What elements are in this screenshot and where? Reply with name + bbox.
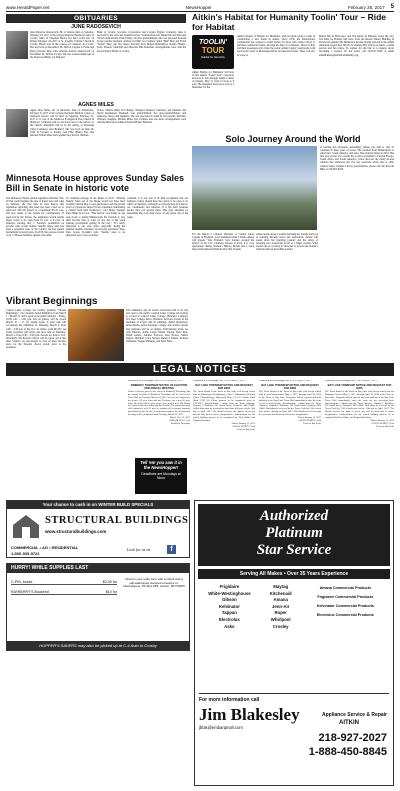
- brand-item: Electrolux: [219, 616, 240, 622]
- brand-item: Jenn-Air: [271, 603, 290, 609]
- order-item-1: C-PIN, books: [11, 580, 33, 584]
- legal-notices-banner: LEGAL NOTICES: [6, 363, 394, 376]
- vibrant-photo: [68, 309, 124, 361]
- obit-text-miles-1: Agnes Mae Miles, 92, of McGrath, died on Wednesday, February 8, 2017 at the Cuyuna Regional Medical Center. A memorial service will be held on Saturday, February 25, 2017 at 11 a.m. at the Mahtowa Evangelical Free Church in Mahtowa. Visitation will be one hour prior to the service, at the church. Interment will be in the spring, at Riverside Union Cemetery, near Brainerd. She was born on June 28, 1930 in Swatara to Stanley and Effie (Batty) Nix. She married Wilbur Miles and together they had six children.: [30, 109, 94, 137]
- habitat-text-1: Aitkin Habitat for Humanity will host its first annual "Toolin' Tour", a six-hour motorcycle ride through Aitkin County on Sunday, May 21 from 12 noon to 6 p.m. The inaugural motorcycle tour is a fundraiser for the: [192, 71, 234, 90]
- brand-item: Maytag: [273, 584, 289, 589]
- structural-buildings-ad: [6, 500, 190, 558]
- supplies-note: Send in your order form with a check and a self-addressed stamped envelope to: NewsHopper, PO Box 582, Ironton, MN 56455: [123, 578, 185, 589]
- notice-sig-name: CAROL PUNDT, Clerk: [298, 418, 321, 422]
- platinum-phone-2: 1-888-450-8845: [308, 746, 387, 758]
- notice-body: The Town Board of the Town of Bay Lake will accept sealed bids for Dumpster Service May 1, 2017, through April 30, 2018 in the Town of Bay Lake. Proposals will be opened and read publicly at the Bay Lake Town Hall immediately after the hour set for receiving bids. Specifications - obtain from the Town Attorney, Virginia J. Knudson, 303 South Street, Brainerd, MN 56401. Bids must be received by the Town Clerk by 7:00 o'clock p.m. on the 11th day of April, 2017. The Board reserves the right to reject any and all bids and to waive irregularities. Authorization for the sealed bidding process to be completed by Don Wabie and Virginia Knudson.: [325, 389, 394, 420]
- barn-icon: [11, 513, 41, 539]
- obit-name-miles: AGNES MILES: [78, 102, 114, 108]
- structural-phone: 1-800-535-9722: [11, 551, 40, 556]
- platinum-serving: Serving All Makes • Over 35 Years Experience: [198, 569, 390, 579]
- solo-journey-headline: Solo Journey Around the World: [225, 134, 361, 144]
- structural-look: Look for us on: [127, 547, 151, 552]
- brand-item: Asko: [224, 623, 235, 629]
- brand-columns: [195, 579, 393, 630]
- structural-name: STRUCTURAL BUILDINGS: [45, 515, 189, 526]
- logo-sub: Habitat for Humanity: [201, 56, 225, 59]
- brand-item: Frigidaire Commercial Products: [317, 595, 374, 599]
- brand-item: Roper: [274, 610, 287, 616]
- habitat-text-3: Mark's Bar in McGregor, and The Rustic in Palisade, along the way. The Ride for Habitat will leave from the historic Butler Building in Downtown Aitkin (301 Minnesota Avenue North) and end at the Aitkin American Legion Post 86 (20 1st Avenue NE) with food, music, a silent auction and fun prizes. To register for the ride or to inquire about becoming a sponsor for the event, call 218-927-5626 or email aitkinhabitat@habitatforhumanity.org.: [319, 35, 394, 57]
- sunday-sales-text-3: weekend. It is one win to fit Paul recognition that our business owners should have the option to be open or do what's on Sundays, a lifestyle we already have provided to our constituents and wineries. If it fits their business model, they can operate there. This state shouldn't be mandating they lock their doors on any given day of the week.: [127, 197, 188, 219]
- brand-col-3: [302, 584, 389, 630]
- solo-journey-photo: [192, 146, 317, 230]
- platinum-phone-1: 218-927-2027: [318, 732, 387, 744]
- header-paper: NewsHopper: [185, 4, 212, 10]
- brand-col-2: [260, 584, 302, 630]
- toolin-tour-logo: [192, 35, 234, 69]
- notice-sig-date: Dated: January 13, 2017: [297, 416, 321, 420]
- solo-text-2: For the March 2 Cultural Thursday at Central Lakes College in Brainerd, local businesswoman Claudia Allene will present "One Woman's Solo Journey Around the World" in the CLC Chalberg Theater at noon. It is very appropriate during Women's History Month and a week before International Women's Day that Claudia: [192, 233, 254, 252]
- brand-item: Kelvinator Commercial Products: [316, 604, 374, 608]
- notice-sig-date: Dated: January 13, 2017: [231, 421, 255, 425]
- vibrant-headline: Vibrant Beginnings: [6, 296, 98, 307]
- platinum-star-ad: [194, 500, 394, 786]
- platinum-info-label: For more information call: [199, 697, 260, 703]
- notice-body: The Town Board of the Town of Bay Lake will accept sealed bids for Bituminous Reclamation, Class 5, Bituminous Wearing (Class 1 Shouldering), Edgewood Drive 3,151 LF, Battle Point Road 2,253 LF. Please provide to be completed prior to 7/31/2017. Specifications - obtain from the Town Attorney, Virginia J. Knudson, 303 South Street, Brainerd, MN 56401. Sealed bids must be received no later than 4:00 p.m. on the 11th day of April, 2017. The Board reserves the right to reject any and all bids and to waive irregularities. Authorization for the sealed bidding process to be completed by: Don Wabie and Virginia Knudson.: [193, 389, 255, 422]
- sunday-sales-text-1: The Minnesota House passed legislation Monday, Feb. 20 that would legalize the sale of liquor, beer and wine on Sundays, the first time in state history that legislation regarding this issue has been voted on or approved. The bill passed on a bipartisan 85-45 vote, and now heads to the Senate for consideration. If approved by the Senate, the legislation would permit liquor stores to be open from 10 a.m. to 6 p.m. on Sundays, starting July 1. Sunday's prohibition on growler sales would remain. Sunday liquor sales has been a perennial issue at the Capitol, but has gained momentum in recent years. In 2015, the process started to pit 71 House members against each other.: [6, 197, 64, 238]
- notice-pub: (Published in NewsHopper Sat., Feb. 18 and 25, 2017): [325, 380, 378, 382]
- notice-body: Notice is hereby given to the voters of Kimberly Township, that the annual election of Kimberly Township will be held at the Town Hall on Tuesday, March 14, 2017, to elect one Supervisor for a three (3) year term and one Treasurer for a two (2) year term. The polls will be open from 5 p.m. until 8 p.m. The Board of Canvass will meet following the election. The annual meeting will commence at 8:15 p.m. to conduct all necessary business prescribed by law. In case of inclement weather, the election and meeting will be postponed until Tuesday, March 21, 2017.: [128, 389, 190, 417]
- platinum-service: Appliance Service & Repair: [321, 712, 387, 718]
- legal-notice-baylake-1: [193, 380, 255, 498]
- deadline-box: [135, 458, 187, 494]
- order-row-1: [11, 580, 117, 585]
- legal-notice-baylake-3: [325, 380, 394, 498]
- obit-text-miles-2: in-law: Maurie Dinh, Fort Ripley; Margaret Brenard, Starbuck; and Marietta and David Rasmussen, Brainerd; four grandchildren; five great-grandchildren; and numerous nieces and nephews. She was preceded in death by her parents; husband, Wilburn; daughter, Maxine Miles; five brothers and one sister. Arrangements were with the Halvorson Johnson Funeral Home, Brainerd.: [97, 109, 186, 125]
- header-url: www.HeraldPaper.net: [6, 4, 50, 10]
- platinum-star-service: Star Service: [256, 542, 332, 558]
- brand-item: Kelvinator: [218, 603, 240, 609]
- platinum-email[interactable]: jblak@embarqmail.com: [199, 725, 243, 730]
- sunday-sales-text-2: its continual passage in the House in 2017. "Passing Sunday Sales out of the House would not have been possible without Rep. Loon's persistence and the ground swell of grassroots support from consumers demanding a change from their legislators," said House Speaker Kurt Daudt, R-Crown. "This historic vote brings us one step closer to giving Minnesotans the freedom to buy their favorite beer or wine on any day of the week without government getting in the way." "It's really important to our area, since, especially during the summer months, tourism is an ever-day operation," Rep. Dale Lueck, R-Aitkin said. "Sunday sales is an important part of our economy.": [66, 197, 125, 238]
- vibrant-text-2: This exhibition and all events associated with it are free and open to the public. Central Lakes College Art Gallery is located at Central Lakes College (Brainerd Campus), 501 West College Drive, Brainerd. Artwork created in the mediums of acrylic and oil paintings, digital illustration, mixed media, pencil drawings, collage, and ceramic vessels and sculpture will be on display. Participating artists are Aris Eduardo, Addie Carter, Daniel Truong, Dana Paul, Elijah Gabrio, Jennifer Fadcock, Kira Howes, Mattie Nelson, Mitchell Corey Nelson, Rebecca Smude, Roberta Schneider, Teagan Mahaney, and Tyler Haas.: [126, 309, 188, 343]
- brand-item: Amana: [273, 597, 288, 603]
- brand-item: Frigidaire: [219, 584, 240, 589]
- notice-sig-org: Town of Bay Lake: [303, 421, 321, 425]
- notice-pub: (Published in NewsHopper Sat., Feb. 25 & Mar. 4, 2017): [128, 380, 183, 382]
- platinum-info: [199, 693, 389, 783]
- obit-text-radosevich-1: June Marlowe Radosevich, 88, of Ironton died on Saturday, February 18, 2017 at the Cuyuna Regional Medical Center in Crosby. Mass of Christian Burial was held 11:00 a.m. on Friday, February 24, 2017 at St. Joseph's Catholic Church in Crosby. Burial was in the Lakewood Cemetery in Crosby. She was born on December 28, 1928 in Cuyuna to Frank and Ethel (Larsen) May. June married Andrew Radosevich on November 22, 1952 in Crosby. She was a retired employee of the Deerwood Bank, 1st National: [30, 31, 94, 59]
- obit-text-radosevich-2: Bank of Crosby, Scorpion Corporation and Cuyuna Engine Company. June is survived by her sons and daughter-in-law: Todd Radosevich, Burnsville and Paul and Victoria Radosevich, Eden Prairie; and five grandchildren. She was preceded in death by her parents; husband, Andrew in 1996; two brothers: Allen "Bud" May and Frank "Sonny" May; and five sisters: Dorothy Kurt, Marian Bennington, Norma "Birdie" Saari, Eleanor Churchill and Marcella Hill-Nederhan. Arrangements were with the Koop Funeral Home of Crosby.: [97, 31, 186, 53]
- supplies-top-banner: HURRY! WHILE SUPPLIES LAST: [7, 564, 189, 573]
- brand-item: Tappan: [221, 610, 237, 616]
- obituaries-banner: OBITUARIES: [6, 14, 186, 23]
- structural-types: COMMERCIAL • AG • RESIDENTIAL: [11, 545, 79, 550]
- notice-sig-org: Town of Bay Lake: [376, 424, 394, 428]
- notice-body: The Town Board of the Town of Bay Lake will accept sealed bids for road maintenance May 1, 2017, through April 30, 2018 in the Town of Bay Lake. Proposals will be opened and read publicly at the Bay Lake Town Hall immediately after the hour set for receiving bids. Specifications - obtain from the Town Attorney, Virginia J. Knudson, 303 South Street, Brainerd, MN 56401. Bids must be received by the Town Clerk by 7:00 o'clock p.m. on the 11th day of April, 2017. The Board reserves the right to reject any and all bids and to waive irregularities.: [259, 389, 321, 417]
- logo-toolin: TOOLIN': [199, 39, 227, 46]
- notice-heading: BAY LAKE TOWNSHIP NOTICE AND REQUEST FOR BIDS: [261, 383, 319, 390]
- notice-heading: BAY LAKE TOWNSHIP NOTICE AND REQUEST FOR BIDS: [327, 383, 392, 390]
- platinum-owner: Jim Blakesley: [199, 705, 300, 724]
- notice-pub: (Published in NewsHopper Sat., Feb. 18 and 25, 2017): [259, 380, 312, 382]
- notice-pub: (Published in NewsHopper Sat., Feb. 18 and 25, 2017): [193, 380, 246, 382]
- supplies-ad: [6, 563, 190, 651]
- notice-sig-date: Dated: Feb. 15, 2017: [169, 416, 190, 420]
- page-number: 5: [390, 4, 394, 10]
- facebook-icon[interactable]: f: [167, 545, 176, 554]
- brand-item: Gibson: [221, 597, 237, 603]
- page-header: [6, 3, 394, 12]
- vibrant-text-1: Central Lakes College Art Gallery presents "Vibrant Beginnings", CLC Student Juried Exhibition from March 1 – March 31, and is open to the public Monday – Friday, 10:00 a.m. – 5:00 p.m. The art gallery will be closed March 10 – 17, for spring break. A juror talk will accompany the exhibition on Thursday, March 2, from 2:00 – 2:30 p.m. in the CLC art studio, room #E-457. An artists reception will follow the juror talk on Thursday, March 2, from 2:30 – 3:00 p.m. awards for Juror's, CLC President's and People's choice will be given out at this time. Visitors are encouraged to vote on their favorite piece for the People's choice award, prior to the reception.: [6, 309, 66, 350]
- order-price-2: $10 for: [105, 590, 117, 594]
- platinum-town: AITKIN: [339, 720, 359, 726]
- notice-sig-org: Town of Bay Lake: [237, 427, 255, 431]
- habitat-headline: Aitkin's Habitat for Humanity Toolin' Tour – Ride for Habitat: [192, 12, 387, 32]
- notice-sig-name: CAROL PUNDT, Clerk: [232, 424, 255, 428]
- solo-text-1: of healing and adventure. Amazingly, Allene was able to visit 41 countries in three years of travel. She traveled from Minneapolis to Antarctica, South America, and Asia. She returned home in 2016. Her first stop on the way around the world was Duluth to Eastern Europe, South Africa and South America. Come discover the many diverse cultures that embraced her. For any questions about this or other Central Lakes Campus Library presentations, please call Jan Kloeckl Bliss at 218-855-8183.: [320, 146, 394, 171]
- tell-em-text: Tell 'em you saw it in the NewsHopper!: [140, 460, 182, 470]
- brand-col-1: [199, 584, 260, 630]
- structural-top-banner: Your chance to cash in on WINTER BUILD SPECIALS: [7, 501, 189, 509]
- brand-item: Electrolux Commercial Products: [316, 613, 374, 617]
- brand-item: White-Westinghouse: [208, 590, 251, 596]
- brand-item: Kitchenaid: [269, 590, 292, 596]
- legal-notice-baylake-2: [259, 380, 321, 498]
- notice-heading: KIMBERLY TOWNSHIP NOTICE OF ELECTION AND ANNUAL MEETING: [130, 383, 188, 390]
- sunday-sales-headline: Minnesota House approves Sunday Sales Bill in Senate in historic vote: [6, 173, 185, 193]
- order-price-1: $2.00 for: [102, 580, 117, 584]
- order-row-2: [11, 590, 117, 595]
- structural-web[interactable]: www.structuralbuildings.com: [45, 529, 107, 534]
- notice-heading: BAY LAKE TOWNSHIP NOTICE AND REQUEST FOR BIDS: [195, 383, 253, 390]
- deadline-text: Deadlines are Mondays at Noon: [141, 472, 181, 480]
- notice-sig-name: KIM MILLER, Clerk: [169, 418, 190, 422]
- logo-tour: TOUR: [201, 46, 225, 55]
- platinum-authorized: Authorized: [259, 508, 329, 524]
- notice-sig-org: Kimberly Township: [170, 421, 190, 425]
- supplies-bottom-banner: HOPPER'S SAVERS may also be picked up at C-4 Auto in Crosby: [7, 641, 189, 650]
- brand-item: Whirlpool: [270, 616, 291, 622]
- platinum-header: [198, 504, 390, 566]
- brand-item: Amana Commercial Products: [319, 586, 371, 590]
- header-date: February 25, 2017: [347, 4, 385, 10]
- habitat-text-2: Aitkin Chapter of Habitat for Humanity, with proceeds going to help in constructing a new home in Aitkin. Since 1976, the international organization has worked to build homes for those who cannot afford to purchase traditional homes, through the help of volunteers. Motorcyclists and their passengers will cruise the scenic Aitkin County countryside, with spectacular views of Mississippi River and national forests. There will also be stops at: [237, 35, 315, 57]
- solo-text-3: Allene speak about a woman pursuing her dreams and love of learning through travel and exploration. Allene will speak about her inspiring journey and the safety of traveling solo around the world as a single woman. What started out as a journey to allow her to process her mother's death became an incredible journey: [256, 233, 318, 252]
- notice-sig-date: Dated: January 13, 2017: [370, 418, 394, 422]
- platinum-platinum: Platinum: [265, 525, 323, 541]
- notice-sig-name: CAROL PUNDT, Clerk: [371, 421, 394, 425]
- order-item-2: RAYBERRY'S Bookend: [11, 590, 49, 594]
- obit-name-radosevich: JUNE RADOSEVICH: [71, 24, 121, 30]
- brand-item: Crosley: [272, 623, 289, 629]
